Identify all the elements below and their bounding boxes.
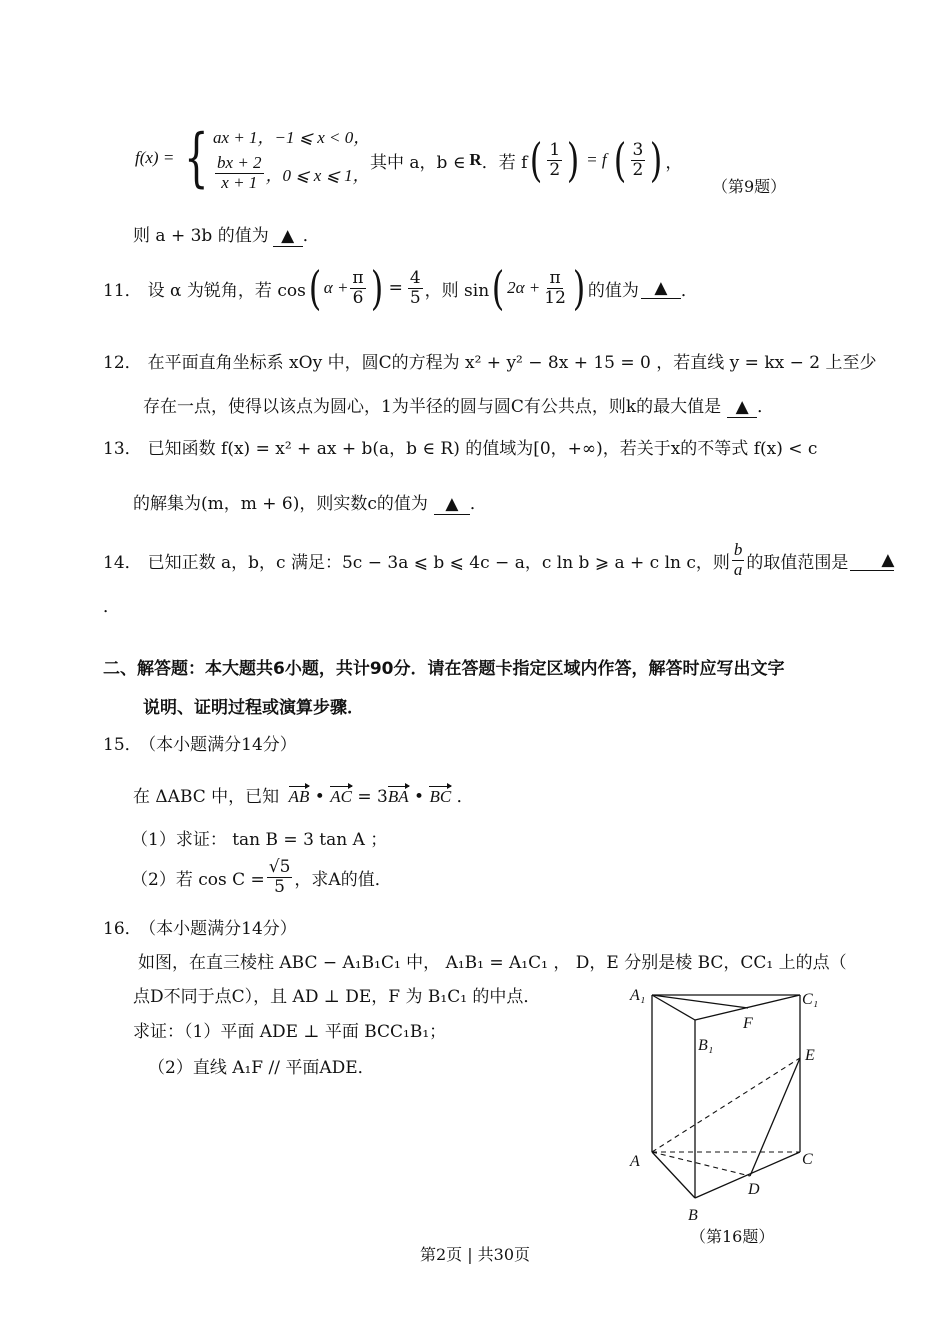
edge-A1-F	[652, 995, 748, 1008]
q12-line2: 存在一点，使得以该点为圆心，1为半径的圆与圆C有公共点，则k的最大值是 ▲ ．	[143, 397, 775, 417]
q12-number: 12．	[103, 353, 142, 373]
q14-answer-blank: ▲	[850, 550, 894, 571]
q10-case1: ax + 1，−1 ⩽ x < 0，	[213, 127, 371, 147]
q10-case2-cond: ，0 ⩽ x ⩽ 1，	[265, 165, 370, 185]
q10-eq: = f	[586, 150, 607, 169]
section2-line1: 二、解答题：本大题共6小题，共计90分．请在答题卡指定区域内作答，解答时应写出文字	[103, 659, 785, 679]
q16-line2: 点D不同于点C），且 AD ⊥ DE，F 为 B₁C₁ 的中点．	[133, 987, 541, 1007]
edge-D-E	[750, 1058, 800, 1176]
q10-if: ．若 f	[481, 152, 528, 173]
q10-three-half: $\frac{3}{2}$	[632, 139, 644, 180]
q10-brace: {	[184, 120, 209, 195]
q16-fig-label: （第16题）	[690, 1227, 775, 1246]
label-B: B	[688, 1207, 698, 1224]
q14: 14． 已知正数 a，b，c 满足：5c − 3a ⩽ b ⩽ 4c − a，c ln b ⩾ a + c ln c，则 $\frac{b}{a}$ 的取值范围是 ▲	[103, 539, 895, 579]
q10-case2-frac: $\frac{bx + 2}{x + 1}$	[217, 152, 262, 192]
q14-period: ．	[103, 597, 120, 617]
q10-R: R	[469, 150, 482, 169]
q10-answer-blank: ▲	[273, 226, 303, 247]
q15-header: 15． （本小题满分14分）	[103, 735, 297, 755]
edge-A-D-hidden	[652, 1152, 750, 1176]
edge-A-E-hidden	[652, 1058, 800, 1152]
q11-answer-blank: ▲	[641, 278, 681, 299]
q16-line3: 求证：（1）平面 ADE ⊥ 平面 BCC₁B₁；	[133, 1022, 447, 1042]
q14-frac: $\frac{b}{a}$	[733, 539, 743, 579]
vector-AC: AC	[330, 787, 352, 806]
q16-line4: （2）直线 A₁F // 平面ADE．	[148, 1058, 375, 1078]
label-A1: A₁	[630, 987, 646, 1004]
vector-BC: BC	[429, 787, 452, 806]
label-E: E	[805, 1047, 815, 1064]
edge-A1-B1	[652, 995, 695, 1020]
q11: 11． 设 α 为锐角，若 cos ( α + $\frac{\pi}{6}$ ) = $\frac{4}{5}$ ，则 sin ( 2α + $\frac{\pi}{12}$ ) 的值为 ▲ ．	[103, 261, 698, 315]
q16-number: 16．	[103, 919, 142, 939]
q10-half: $\frac{1}{2}$	[549, 139, 561, 180]
section2-line2: 说明、证明过程或演算步骤．	[143, 698, 364, 718]
label-D: D	[748, 1181, 760, 1198]
q10-fx: f(x) =	[135, 147, 175, 167]
q11-number: 11．	[103, 280, 142, 301]
q12-line1: 12． 在平面直角坐标系 xOy 中，圆C的方程为 x² + y² − 8x + 15 = 0 ，若直线 y = kx − 2 上至少	[103, 353, 877, 373]
edge-A-B	[652, 1152, 695, 1198]
q10-fig-label: （第9题）	[712, 177, 787, 196]
q10-line2: 则 a + 3b 的值为 ▲ ．	[133, 226, 320, 246]
q15-intro: 在 ΔABC 中，已知 AB • AC = 3BA • BC ．	[133, 787, 474, 807]
q13-line1: 13． 已知函数 f(x) = x² + ax + b(a，b ∈ R) 的值域为[0，+∞)，若关于x的不等式 f(x) < c	[103, 439, 818, 459]
label-C1: C₁	[802, 991, 819, 1008]
q10-comma: ，	[665, 152, 683, 173]
q16-line1: 如图，在直三棱柱 ABC − A₁B₁C₁ 中， A₁B₁ = A₁C₁ ， D，E 分别是棱 BC，CC₁ 上的点（	[138, 953, 847, 973]
q16-header: 16． （本小题满分14分）	[103, 919, 297, 939]
vector-AB: AB	[288, 787, 310, 806]
q10-function	[135, 110, 370, 205]
q15-number: 15．	[103, 735, 142, 755]
label-F: F	[743, 1015, 753, 1032]
q12-answer-blank: ▲	[727, 397, 757, 418]
page-footer: 第2页 | 共30页	[419, 1245, 531, 1264]
label-C: C	[802, 1151, 813, 1168]
q15-part2: （2）若 cos C = $\frac{√5}{5}$ ，求A的值．	[131, 856, 392, 897]
label-A: A	[630, 1153, 640, 1170]
q10-condition: 其中 a，b ∈ R ．若 f ( $\frac{1}{2}$ ) = f ( $\frac{3}{2}$ ) ，	[370, 133, 683, 187]
q13-number: 13．	[103, 439, 142, 459]
q15-frac: $\frac{√5}{5}$	[268, 856, 291, 897]
q13-line2: 的解集为(m，m + 6)，则实数c的值为 ▲ ．	[133, 494, 487, 514]
q13-answer-blank: ▲	[434, 494, 470, 515]
q14-number: 14．	[103, 552, 142, 573]
prism-figure	[620, 980, 830, 1230]
vector-BA: BA	[387, 787, 409, 806]
q10-where: 其中 a，b ∈	[370, 152, 466, 173]
q15-part1: （1）求证： tan B = 3 tan A ；	[131, 830, 388, 850]
label-B1: B₁	[698, 1037, 714, 1054]
